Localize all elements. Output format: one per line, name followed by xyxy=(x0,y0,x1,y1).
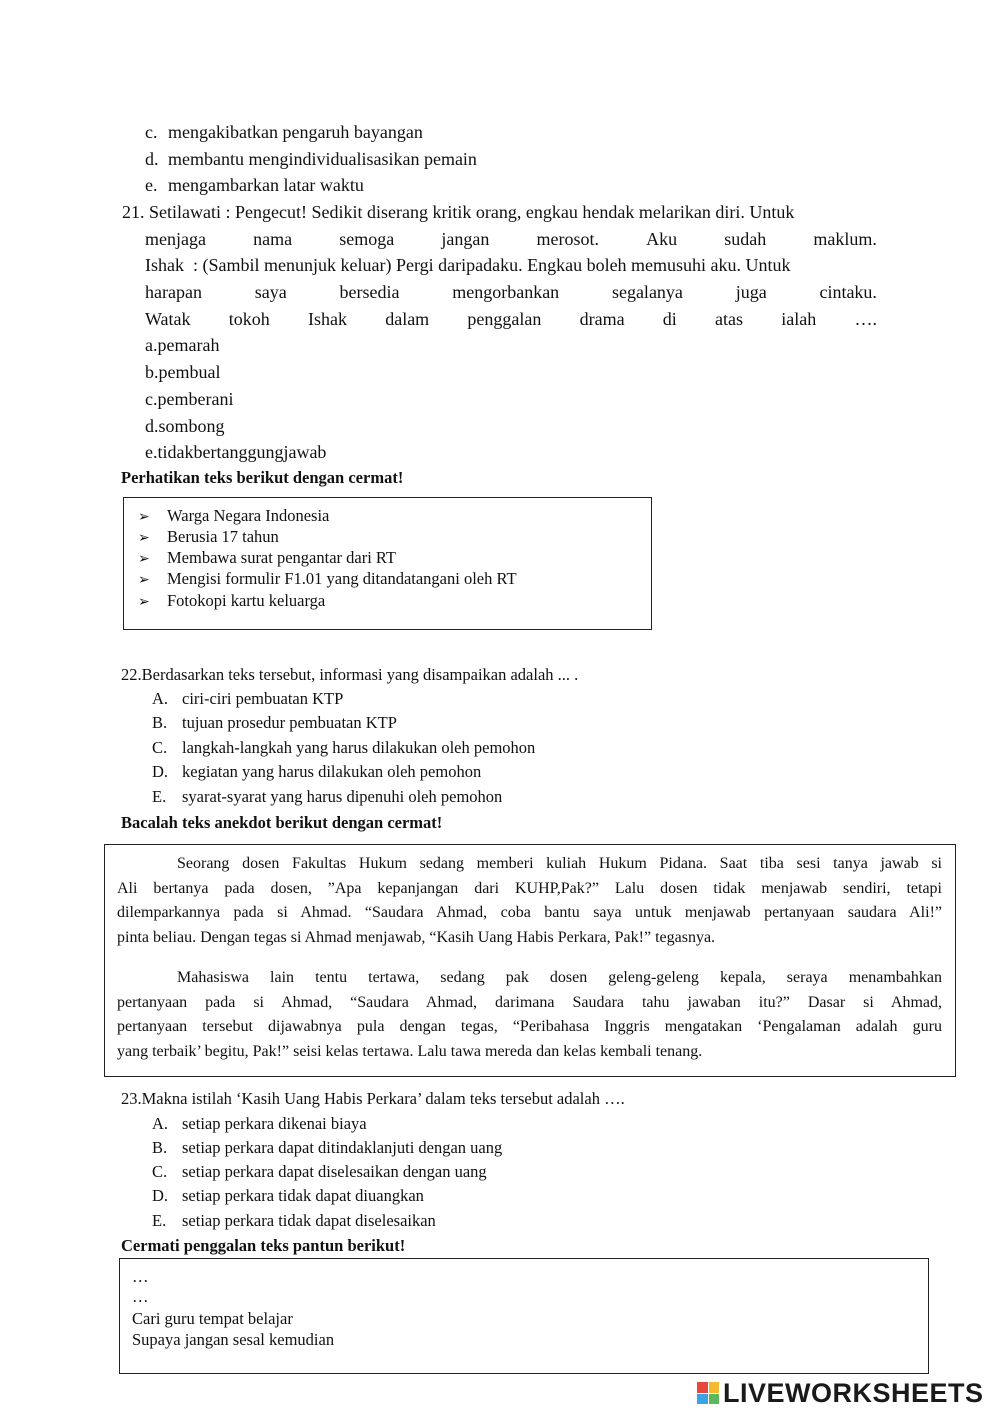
paragraph-line: pinta beliau. Dengan tegas si Ahmad menjawab, “Kasih Uang Habis Perkara, Pak!” tegasnya. xyxy=(117,928,716,946)
section1-heading: Perhatikan teks berikut dengan cermat! xyxy=(121,468,404,487)
word: di xyxy=(662,309,677,329)
list-item-text: Membawa surat pengantar dari RT xyxy=(167,548,397,567)
option-letter: e. xyxy=(145,175,158,195)
anecdote-paragraph-2 xyxy=(117,966,942,1064)
list-item xyxy=(138,506,329,527)
option-letter: c. xyxy=(145,122,158,142)
q21-option-e: e.tidakbertanggungjawab xyxy=(145,442,327,462)
option-letter: A. xyxy=(152,689,169,708)
word: drama xyxy=(579,309,625,329)
q22-option-b xyxy=(152,713,397,733)
option-letter: C. xyxy=(152,1162,168,1181)
q20-option-d xyxy=(145,148,477,170)
q21-option-b: b.pembual xyxy=(145,362,221,382)
option-text: mengakibatkan pengaruh bayangan xyxy=(168,122,423,142)
option-letter: d. xyxy=(145,149,159,169)
word: juga xyxy=(735,282,767,302)
word: sudah xyxy=(724,229,767,249)
paragraph-line: pertanyaan pada si Ahmad, “Saudara Ahmad, darimana Saudara tahu jawaban itu?” Dasar si Ahmad, xyxy=(117,993,942,1011)
q21-option-d: d.sombong xyxy=(145,416,225,436)
pantun-line: Cari guru tempat belajar xyxy=(132,1309,293,1328)
q22-option-a xyxy=(152,689,343,709)
word: saya xyxy=(254,282,287,302)
list-item xyxy=(138,527,279,548)
paragraph-line: Ali bertanya pada dosen, ”Apa kepanjangan dari KUHP,Pak?” Lalu dosen tidak menjawab sendiri, tetapi xyxy=(117,879,942,897)
logo-icon xyxy=(697,1382,719,1404)
word: tokoh xyxy=(228,309,270,329)
section2-heading: Bacalah teks anekdot berikut dengan cermat! xyxy=(121,813,443,832)
option-text: kegiatan yang harus dilakukan oleh pemohon xyxy=(182,762,482,781)
paragraph-line: dilemparkannya pada si Ahmad. “Saudara Ahmad, coba bantu saya untuk menjawab pertanyaan saudara Ali!” xyxy=(117,904,942,921)
option-text: tujuan prosedur pembuatan KTP xyxy=(182,713,397,732)
word: segalanya xyxy=(611,282,683,302)
option-letter: E. xyxy=(152,1211,167,1230)
q22-option-e xyxy=(152,787,502,807)
option-text: syarat-syarat yang harus dipenuhi oleh pemohon xyxy=(182,787,503,806)
paragraph-line: yang terbaik’ begitu, Pak!” seisi kelas tertawa. Lalu tawa mereda dan kelas kembali tenang. xyxy=(117,1042,703,1060)
q23-option-e xyxy=(152,1211,436,1231)
arrow-bullet-icon: ➢ xyxy=(138,509,150,525)
word: semoga xyxy=(339,229,395,249)
list-item-text: Warga Negara Indonesia xyxy=(167,506,330,525)
q23-option-a xyxy=(152,1114,367,1134)
word: harapan xyxy=(145,282,202,302)
logo-text: LIVEWORKSHEETS xyxy=(723,1377,984,1408)
option-text: mengambarkan latar waktu xyxy=(168,175,364,195)
list-item xyxy=(138,591,325,612)
arrow-bullet-icon: ➢ xyxy=(138,572,150,588)
anecdote-paragraph-1 xyxy=(117,852,942,950)
word: jangan xyxy=(441,229,490,249)
q22-option-d xyxy=(152,762,481,782)
option-letter: D. xyxy=(152,762,169,781)
word: dalam xyxy=(385,309,430,329)
option-text: setiap perkara dapat ditindaklanjuti dengan uang xyxy=(182,1138,503,1157)
option-text: setiap perkara dikenai biaya xyxy=(182,1114,367,1133)
paragraph-line: Seorang dosen Fakultas Hukum sedang memberi kuliah Hukum Pidana. Saat tiba sesi tanya jawab si xyxy=(177,855,942,872)
option-text: setiap perkara tidak dapat diselesaikan xyxy=(182,1211,436,1230)
word: mengorbankan xyxy=(452,282,560,302)
option-letter: D. xyxy=(152,1186,169,1205)
q20-option-e xyxy=(145,174,364,196)
q21-line2 xyxy=(145,228,877,250)
logo-square-yellow xyxy=(709,1382,720,1393)
option-letter: B. xyxy=(152,713,168,732)
q21-line1: 21. Setilawati : Pengecut! Sedikit diserang kritik orang, engkau hendak melarikan diri. Untuk xyxy=(122,202,795,222)
option-text: ciri-ciri pembuatan KTP xyxy=(182,689,344,708)
logo-square-red xyxy=(697,1382,708,1393)
word: nama xyxy=(253,229,293,249)
logo-square-blue xyxy=(697,1394,708,1405)
word: …. xyxy=(854,309,877,329)
option-letter: C. xyxy=(152,738,168,757)
word: menjaga xyxy=(145,229,206,249)
q21-line5 xyxy=(145,308,877,330)
paragraph-line: Mahasiswa lain tentu tertawa, sedang pak dosen geleng-geleng kepala, seraya menambahkan xyxy=(177,969,942,986)
word: Ishak xyxy=(307,309,347,329)
list-item xyxy=(138,569,517,590)
q21-line3: Ishak : (Sambil menunjuk keluar) Pergi daripadaku. Engkau boleh memusuhi aku. Untuk xyxy=(145,255,791,275)
word: cintaku. xyxy=(819,282,877,302)
list-item-text: Mengisi formulir F1.01 yang ditandatangani oleh RT xyxy=(167,569,517,588)
word: merosot. xyxy=(536,229,599,249)
pantun-line: … xyxy=(132,1267,149,1286)
option-text: setiap perkara tidak dapat diuangkan xyxy=(182,1186,424,1205)
list-item-text: Berusia 17 tahun xyxy=(167,527,279,546)
option-text: setiap perkara dapat diselesaikan dengan uang xyxy=(182,1162,487,1181)
q23-question: 23.Makna istilah ‘Kasih Uang Habis Perkara’ dalam teks tersebut adalah …. xyxy=(121,1089,625,1108)
word: Aku xyxy=(646,229,678,249)
arrow-bullet-icon: ➢ xyxy=(138,530,150,546)
option-text: membantu mengindividualisasikan pemain xyxy=(168,149,477,169)
word: atas xyxy=(715,309,744,329)
option-letter: E. xyxy=(152,787,167,806)
word: penggalan xyxy=(467,309,542,329)
pantun-line: Supaya jangan sesal kemudian xyxy=(132,1330,335,1349)
q22-option-c xyxy=(152,738,535,758)
q21-line4 xyxy=(145,281,877,303)
list-item xyxy=(138,548,396,569)
logo-square-green xyxy=(709,1394,720,1405)
q21-option-c: c.pemberani xyxy=(145,389,234,409)
option-text: langkah-langkah yang harus dilakukan oleh pemohon xyxy=(182,738,536,757)
option-letter: B. xyxy=(152,1138,168,1157)
arrow-bullet-icon: ➢ xyxy=(138,594,150,610)
section3-heading: Cermati penggalan teks pantun berikut! xyxy=(121,1236,406,1255)
word: bersedia xyxy=(339,282,400,302)
q23-option-c xyxy=(152,1162,487,1182)
list-item-text: Fotokopi kartu keluarga xyxy=(167,591,326,610)
word: Watak xyxy=(145,309,191,329)
q22-question: 22.Berdasarkan teks tersebut, informasi yang disampaikan adalah ... . xyxy=(121,665,579,684)
word: ialah xyxy=(781,309,817,329)
arrow-bullet-icon: ➢ xyxy=(138,551,150,567)
q23-option-d xyxy=(152,1186,424,1206)
q23-option-b xyxy=(152,1138,502,1158)
q20-option-c xyxy=(145,121,423,143)
option-letter: A. xyxy=(152,1114,169,1133)
paragraph-line: pertanyaan tersebut dijawabnya pula dengan tegas, “Peribahasa Inggris mengatakan ‘Pengalaman adalah guru xyxy=(117,1018,942,1035)
word: maklum. xyxy=(813,229,877,249)
liveworksheets-logo xyxy=(697,1378,984,1408)
q21-option-a: a.pemarah xyxy=(145,335,220,355)
pantun-line: … xyxy=(132,1287,149,1306)
